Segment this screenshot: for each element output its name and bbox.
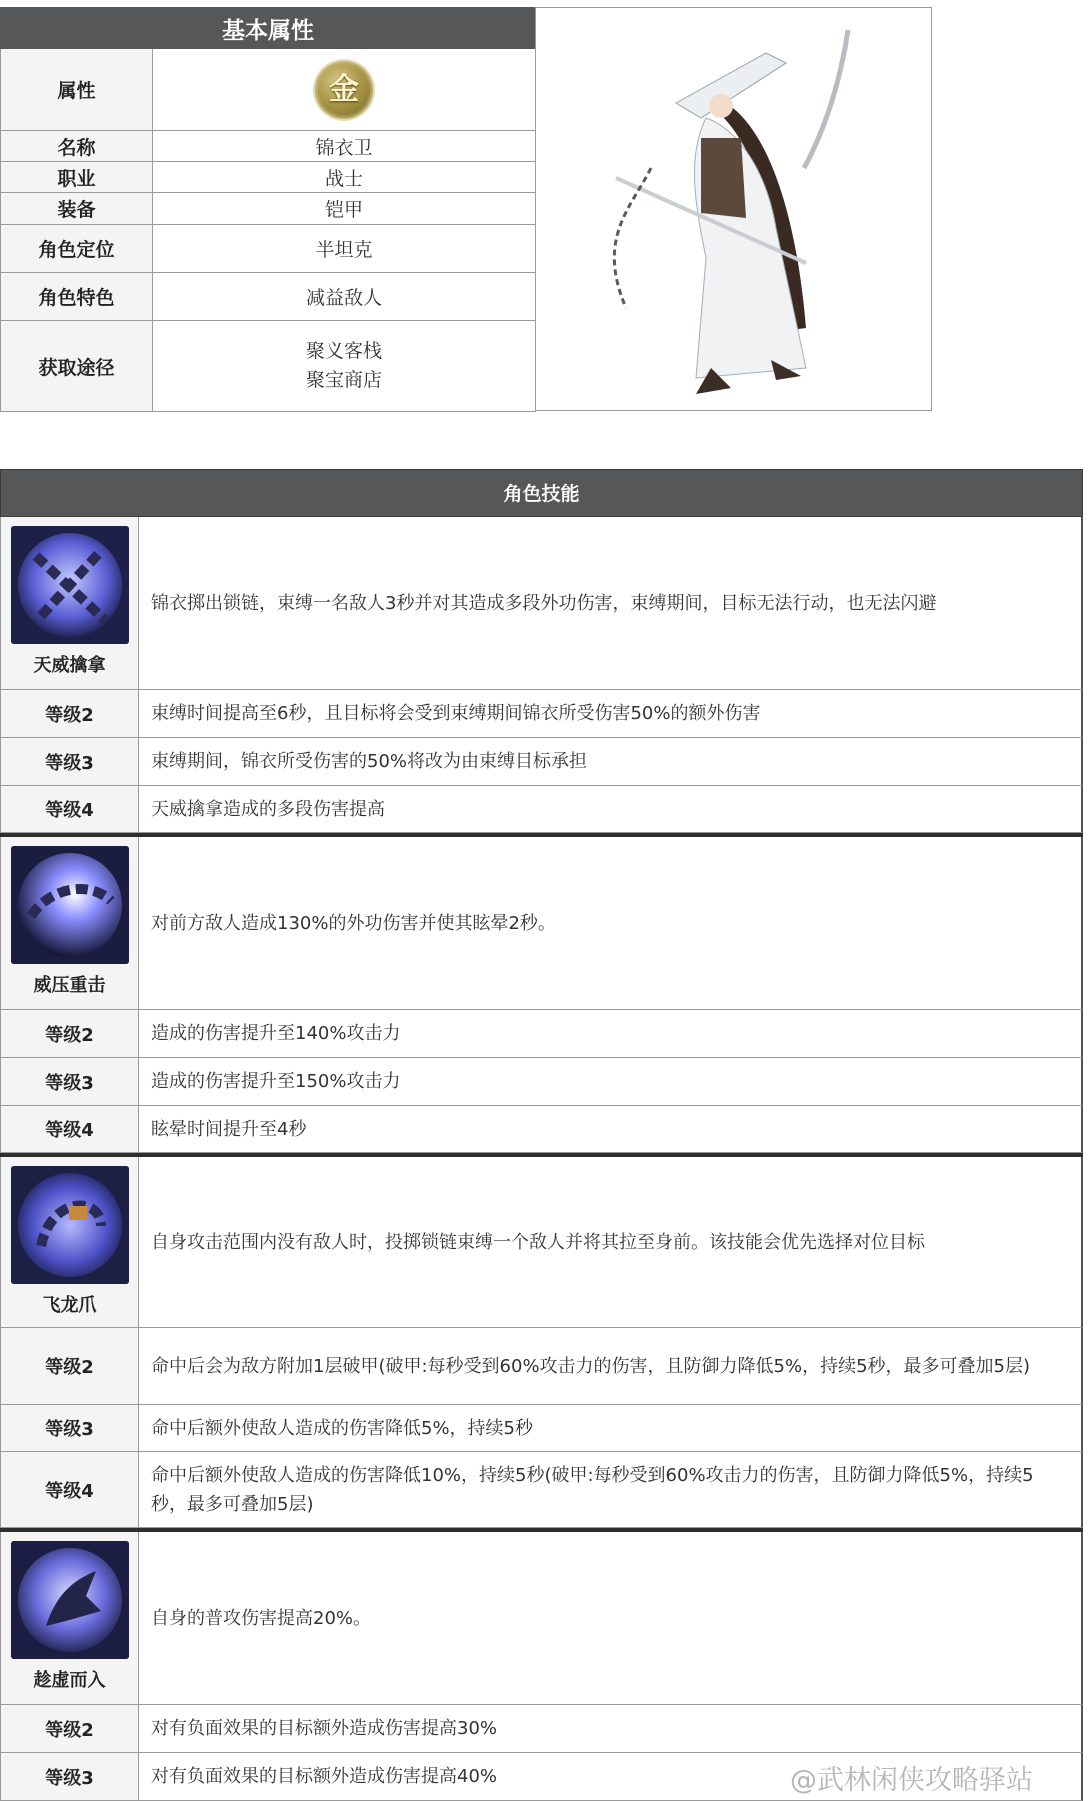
skill-level-row xyxy=(0,786,1083,833)
skill-description: 自身攻击范围内没有敌人时，投掷锁链束缚一个敌人并将其拉至身前。该技能会优先选择对位目标 xyxy=(151,1231,925,1253)
basic-attributes-table xyxy=(0,7,536,412)
skill-description: 锦衣掷出锁链，束缚一名敌人3秒并对其造成多段外功伤害，束缚期间，目标无法行动，也无法闪避 xyxy=(151,592,937,614)
level-label: 等级3 xyxy=(1,1058,139,1105)
skill-level-row xyxy=(0,1106,1083,1153)
role-label: 角色定位 xyxy=(1,225,153,273)
metal-element-icon: 金 xyxy=(315,61,373,119)
level-text: 对有负面效果的目标额外造成伤害提高40% xyxy=(151,1766,498,1787)
level-text: 对有负面效果的目标额外造成伤害提高30% xyxy=(151,1718,498,1739)
source-line: 聚宝商店 xyxy=(305,369,382,391)
level-label: 等级2 xyxy=(1,1705,139,1752)
skill-name: 飞龙爪 xyxy=(42,1295,97,1316)
skill-level-row xyxy=(0,690,1083,738)
class-value: 战士 xyxy=(153,162,536,193)
chain-bind-icon xyxy=(11,526,129,644)
equipment-label: 装备 xyxy=(1,193,153,225)
skill-name: 趁虚而入 xyxy=(33,1670,106,1691)
skill-name: 天威擒拿 xyxy=(33,655,106,676)
watermark: @武林闲侠攻略驿站 xyxy=(790,1765,1033,1796)
level-label: 等级2 xyxy=(1,1010,139,1057)
feature-value: 减益敌人 xyxy=(153,273,536,321)
skills-table xyxy=(0,469,1083,1801)
skill-name: 威压重击 xyxy=(33,975,106,996)
level-text: 造成的伤害提升至150%攻击力 xyxy=(151,1071,401,1092)
level-text: 造成的伤害提升至140%攻击力 xyxy=(151,1023,401,1044)
skill-main-row xyxy=(0,1532,1083,1705)
swordsman-portrait-icon xyxy=(536,8,931,410)
skill-level-row xyxy=(0,1058,1083,1106)
character-portrait xyxy=(535,7,932,411)
skill-block xyxy=(0,517,1083,833)
element-label: 属性 xyxy=(1,49,153,131)
level-label: 等级2 xyxy=(1,1328,139,1404)
skill-level-row xyxy=(0,738,1083,786)
level-label: 等级3 xyxy=(1,1405,139,1451)
level-label: 等级4 xyxy=(1,1106,139,1152)
level-label: 等级3 xyxy=(1,738,139,785)
level-text: 天威擒拿造成的多段伤害提高 xyxy=(151,798,385,820)
chain-strike-icon xyxy=(11,846,129,964)
skill-block xyxy=(0,1153,1083,1528)
source-label: 获取途径 xyxy=(1,321,153,412)
skill-main-row xyxy=(0,517,1083,690)
equipment-value: 铠甲 xyxy=(153,193,536,225)
source-value xyxy=(153,321,536,412)
shadow-strike-icon xyxy=(11,1541,129,1659)
name-label: 名称 xyxy=(1,131,153,162)
skill-level-row xyxy=(0,1010,1083,1058)
skill-description: 对前方敌人造成130%的外功伤害并使其眩晕2秒。 xyxy=(151,912,556,934)
skill-main-row xyxy=(0,837,1083,1010)
role-value: 半坦克 xyxy=(153,225,536,273)
skill-description: 自身的普攻伤害提高20%。 xyxy=(151,1607,372,1629)
level-text: 命中后额外使敌人造成的伤害降低5%，持续5秒 xyxy=(151,1417,534,1439)
level-text: 束缚期间，锦衣所受伤害的50%将改为由束缚目标承担 xyxy=(151,751,588,772)
level-text: 命中后会为敌方附加1层破甲(破甲:每秒受到60%攻击力的伤害，且防御力降低5%，持续5秒，最多可叠加5层) xyxy=(151,1355,1031,1377)
chain-hook-icon xyxy=(11,1166,129,1284)
feature-label: 角色特色 xyxy=(1,273,153,321)
skill-level-row xyxy=(0,1452,1083,1528)
level-text: 命中后额外使敌人造成的伤害降低10%，持续5秒(破甲:每秒受到60%攻击力的伤害，且防御力降低5%，持续5秒，最多可叠加5层) xyxy=(151,1464,1034,1515)
skill-main-row xyxy=(0,1157,1083,1328)
level-label: 等级4 xyxy=(1,1452,139,1527)
level-text: 眩晕时间提升至4秒 xyxy=(151,1118,307,1140)
source-line: 聚义客栈 xyxy=(305,340,382,362)
skills-title: 角色技能 xyxy=(0,469,1083,517)
name-value: 锦衣卫 xyxy=(153,131,536,162)
attributes-title: 基本属性 xyxy=(1,8,536,49)
skill-level-row xyxy=(0,1405,1083,1452)
level-label: 等级2 xyxy=(1,690,139,737)
level-label: 等级4 xyxy=(1,786,139,832)
skill-level-row xyxy=(0,1328,1083,1405)
skill-block xyxy=(0,833,1083,1153)
skill-level-row xyxy=(0,1705,1083,1753)
class-label: 职业 xyxy=(1,162,153,193)
level-text: 束缚时间提高至6秒，且目标将会受到束缚期间锦衣所受伤害50%的额外伤害 xyxy=(151,703,761,724)
level-label: 等级3 xyxy=(1,1753,139,1800)
